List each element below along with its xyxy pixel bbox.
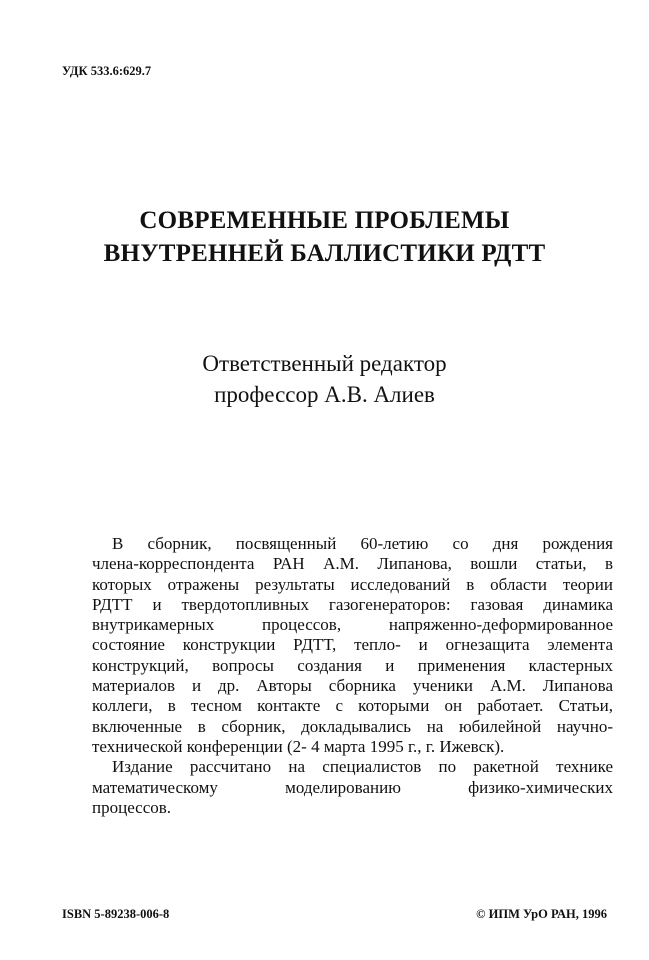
abstract-line: внутрикамерных процессов, напряженно-деформированное: [92, 615, 613, 635]
isbn: ISBN 5-89238-006-8: [62, 907, 170, 921]
title-line-2: ВНУТРЕННЕЙ БАЛЛИСТИКИ РДТТ: [103, 240, 546, 267]
abstract-line: процессов.: [92, 797, 172, 817]
abstract-line: члена-корреспондента РАН А.М. Липанова, вошли статьи, в: [92, 554, 613, 574]
abstract-line: Издание рассчитано на специалистов по ракетной технике: [112, 757, 613, 777]
editor-line-1: Ответственный редактор: [202, 351, 447, 376]
copyright: © ИПМ УрО РАН, 1996: [476, 907, 607, 921]
abstract-line: материалов и др. Авторы сборника ученики А.М. Липанова: [92, 676, 613, 696]
abstract-line: РДТТ и твердотопливных газогенераторов: газовая динамика: [92, 594, 613, 614]
abstract-line: технической конференции (2- 4 марта 1995 г., г. Ижевск).: [92, 736, 505, 756]
abstract-line: конструкций, вопросы создания и применения кластерных: [92, 655, 613, 675]
abstract-line: В сборник, посвященный 60-летию со дня рождения: [112, 534, 613, 553]
abstract-line: состояние конструкции РДТТ, тепло- и огнезащита элемента: [92, 635, 613, 655]
abstract-line: коллеги, в тесном контакте с которыми он работает. Статьи,: [92, 696, 613, 716]
abstract-line: которых отражены результаты исследований в области теории: [92, 574, 613, 594]
udk-code: УДК 533.6:629.7: [62, 64, 152, 78]
abstract-line: включенные в сборник, докладывались на юбилейной научно-: [92, 716, 613, 736]
abstract-line: математическому моделированию физико-химических: [92, 777, 613, 797]
title-line-1: СОВРЕМЕННЫЕ ПРОБЛЕМЫ: [139, 207, 510, 234]
abstract: [92, 534, 613, 818]
editor-line-2: профессор А.В. Алиев: [214, 382, 435, 407]
